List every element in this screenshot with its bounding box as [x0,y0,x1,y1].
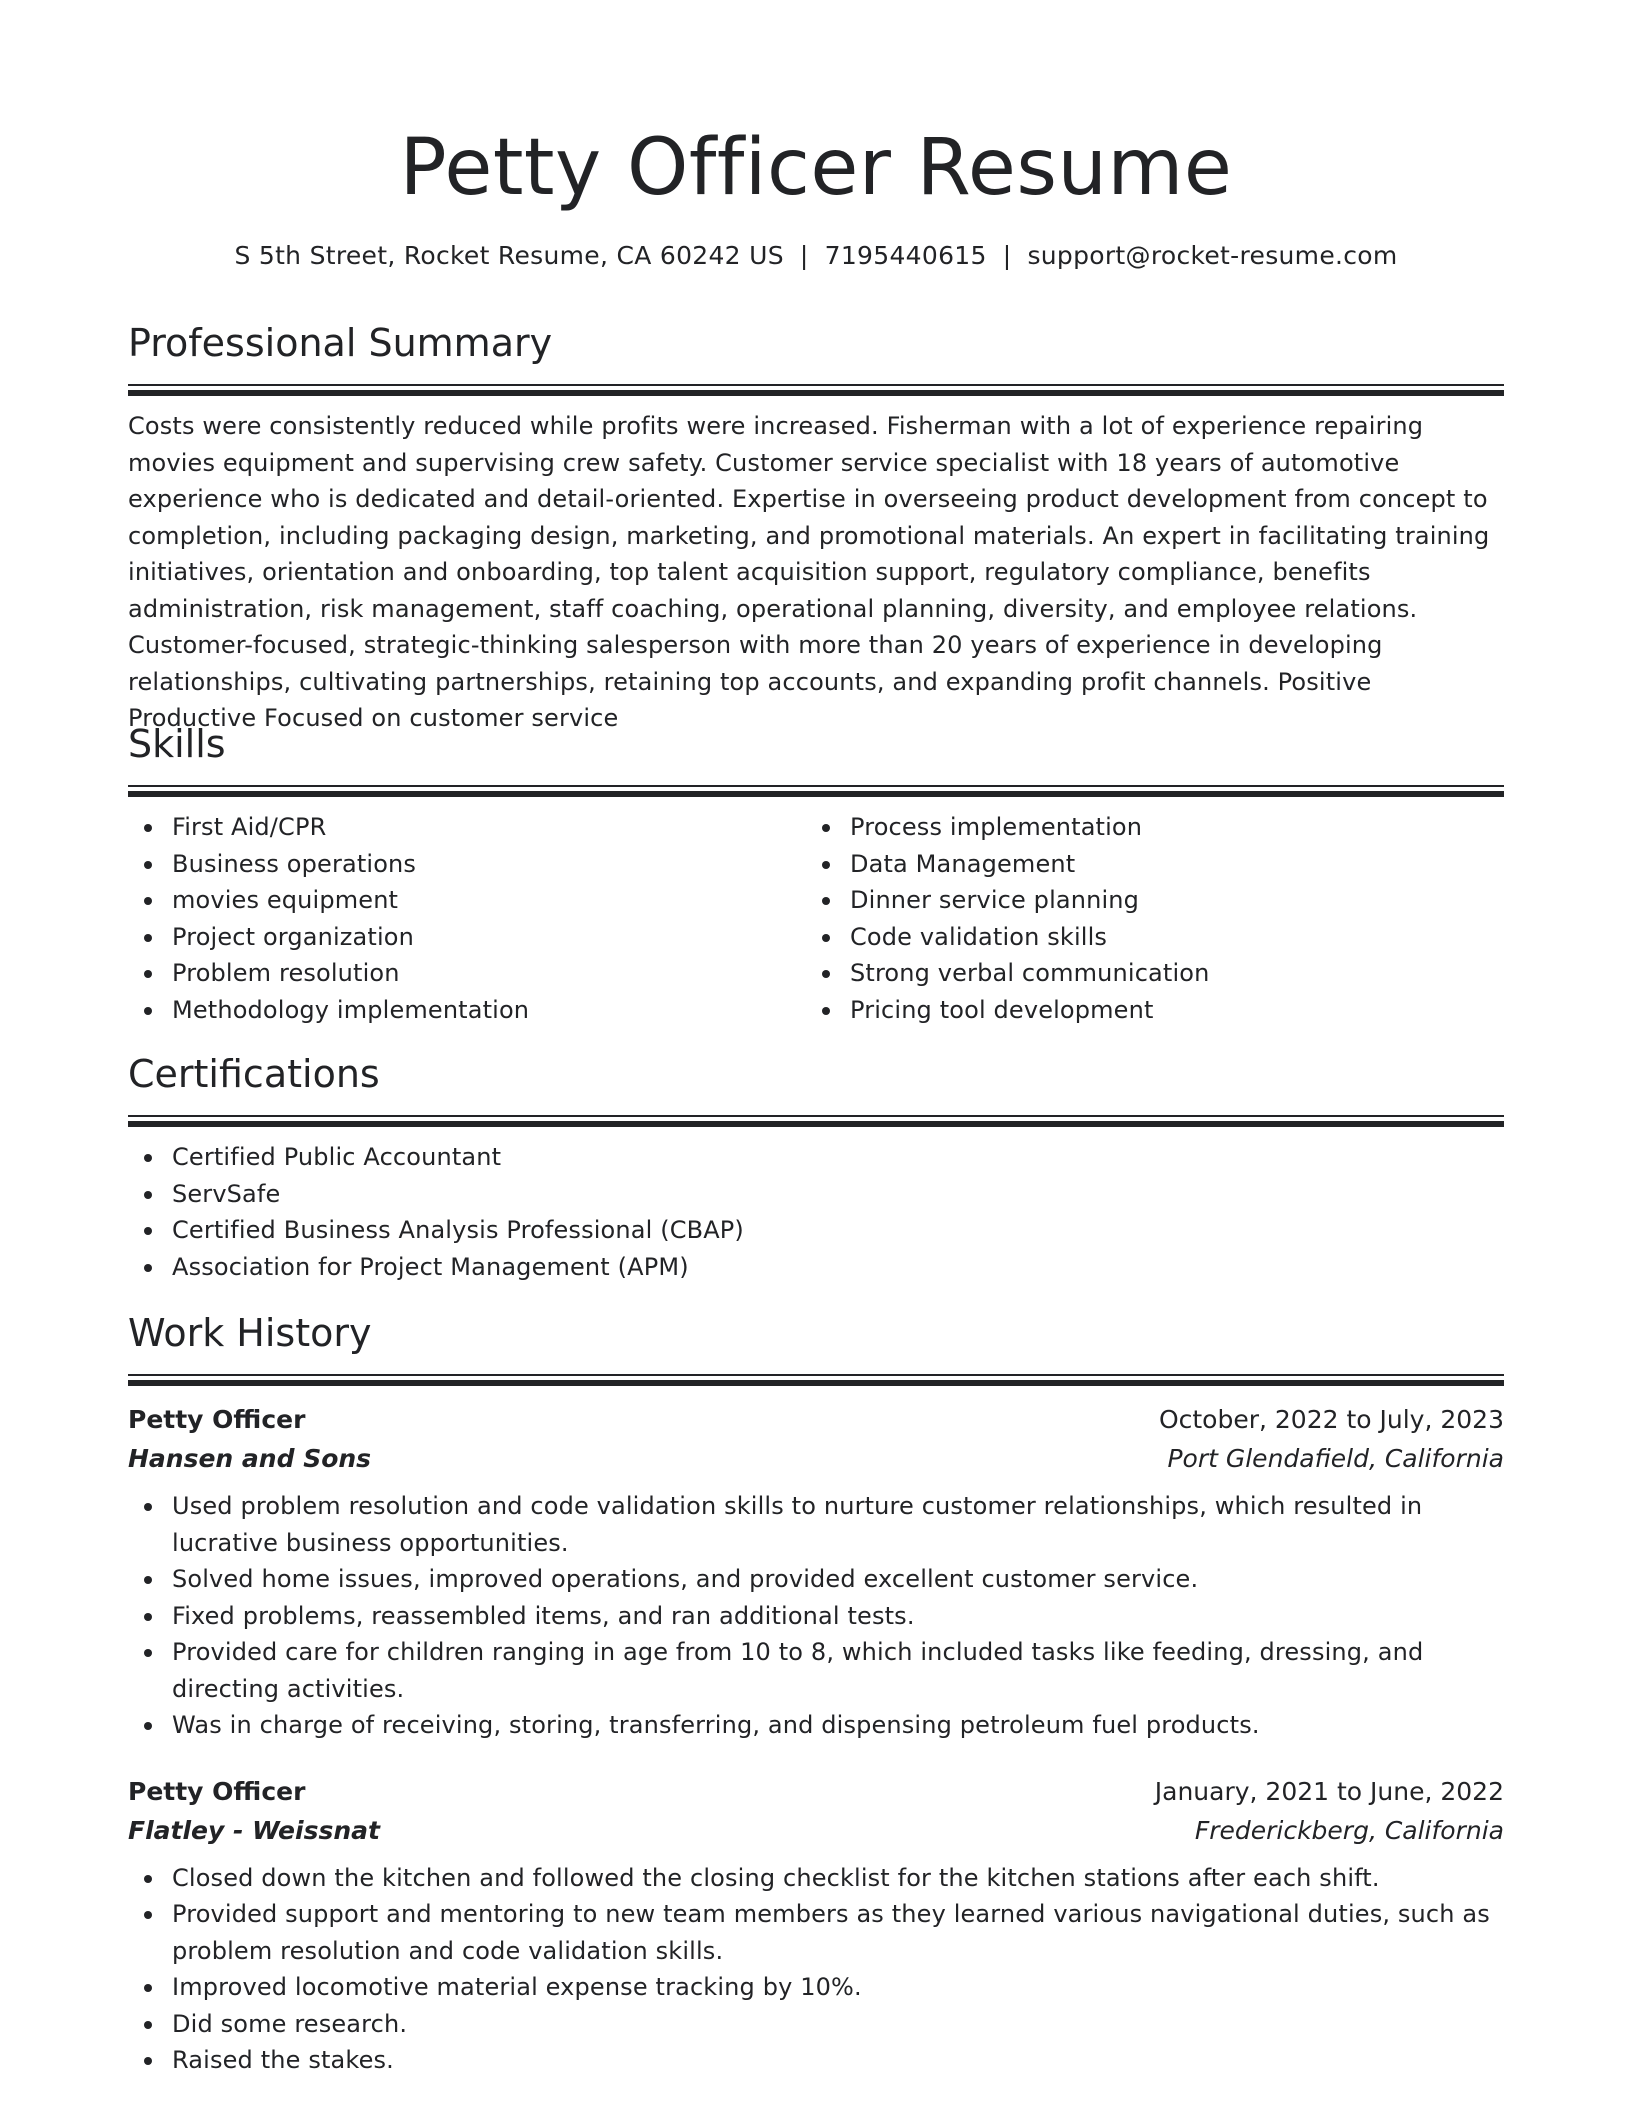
skills-section [128,719,1504,1028]
job-dates: January, 2021 to June, 2022 [1154,1776,1504,1806]
summary-section [128,318,1504,737]
contact-separator: | [799,241,809,270]
certifications-list [128,1139,1504,1285]
section-title-work-history: Work History [128,1311,372,1355]
job-location: Frederickberg, California [1194,1815,1504,1845]
work-history-section [128,1308,1504,2079]
skill-item: Dinner service planning [850,882,1484,919]
summary-text: Costs were consistently reduced while profits were increased. Fisherman with a lot of experience repairing movies equipment and supervising crew safety. Customer service specialist with 18 years of automotive experience who is dedicated and detail-oriented. Expertise in overseeing product development from concept to completion, including packaging design, marketing, and promotional materials. An expert in facilitating training initiatives, orientation and onboarding, top talent acquisition support, regulatory compliance, benefits administration, risk management, staff coaching, operational planning, diversity, and employee relations. Customer-focused, strategic-thinking salesperson with more than 20 years of experience in developing relationships, cultivating partnerships, retaining top accounts, and expanding profit channels. Positive Productive Focused on customer service [128,412,1490,732]
job-header [128,1400,1504,1439]
certifications-section [128,1049,1504,1285]
skills-columns [128,809,1504,1028]
job-duty: Solved home issues, improved operations, and provided excellent customer service. [172,1561,1504,1598]
contact-separator: | [1002,241,1012,270]
skill-item: Process implementation [850,809,1484,846]
job-entry [128,1772,1504,2079]
job-duty: Used problem resolution and code validation skills to nurture customer relationships, which resulted in lucrative business opportunities. [172,1488,1504,1561]
job-duties-list [128,1860,1504,2079]
skill-item: Data Management [850,846,1484,883]
job-duty: Did some research. [172,2006,1504,2043]
skill-item: Methodology implementation [172,992,806,1029]
address: S 5th Street, Rocket Resume, CA 60242 US [234,241,784,270]
job-title: Petty Officer [128,1405,306,1434]
phone: 7195440615 [824,241,987,270]
section-title-summary: Professional Summary [128,321,553,365]
job-duties-list [128,1488,1504,1744]
company-name: Hansen and Sons [128,1444,372,1473]
email: support@rocket-resume.com [1027,241,1398,270]
job-dates: October, 2022 to July, 2023 [1158,1405,1504,1434]
certification-item: Association for Project Management (APM) [172,1249,1504,1286]
job-duty: Provided care for children ranging in age from 10 to 8, which included tasks like feeding, dressing, and directing activities. [172,1634,1504,1707]
skill-item: Pricing tool development [850,992,1484,1029]
job-duty: Raised the stakes. [172,2042,1504,2079]
section-divider [128,1115,1504,1127]
job-duty: Fixed problems, reassembled items, and ran additional tests. [172,1598,1504,1635]
job-header [128,1772,1504,1811]
job-title: Petty Officer [128,1776,306,1806]
section-divider [128,785,1504,797]
contact-line [128,238,1504,274]
job-duty: Improved locomotive material expense tracking by 10%. [172,1969,1504,2006]
job-subheader [128,1439,1504,1478]
section-title-skills: Skills [128,722,226,766]
job-duty: Provided support and mentoring to new team members as they learned various navigational duties, such as problem resolution and code validation skills. [172,1896,1504,1969]
skills-list-right [806,809,1484,1028]
skill-item: Code validation skills [850,919,1484,956]
job-location: Port Glendafield, California [1167,1444,1504,1473]
section-divider [128,1374,1504,1386]
skill-item: Business operations [172,846,806,883]
certification-item: ServSafe [172,1176,1504,1213]
skill-item: Strong verbal communication [850,955,1484,992]
skill-item: movies equipment [172,882,806,919]
skills-list-left [128,809,806,1028]
resume-title: Petty Officer Resume [399,123,1233,213]
certification-item: Certified Public Accountant [172,1139,1504,1176]
section-title-certifications: Certifications [128,1052,380,1096]
company-name: Flatley - Weissnat [128,1815,380,1845]
job-entry [128,1400,1504,1744]
certification-item: Certified Business Analysis Professional (CBAP) [172,1212,1504,1249]
section-divider [128,384,1504,396]
job-subheader [128,1811,1504,1850]
job-duty: Closed down the kitchen and followed the closing checklist for the kitchen stations after each shift. [172,1860,1504,1897]
skill-item: First Aid/CPR [172,809,806,846]
job-duty: Was in charge of receiving, storing, transferring, and dispensing petroleum fuel products. [172,1707,1504,1744]
skill-item: Project organization [172,919,806,956]
skill-item: Problem resolution [172,955,806,992]
